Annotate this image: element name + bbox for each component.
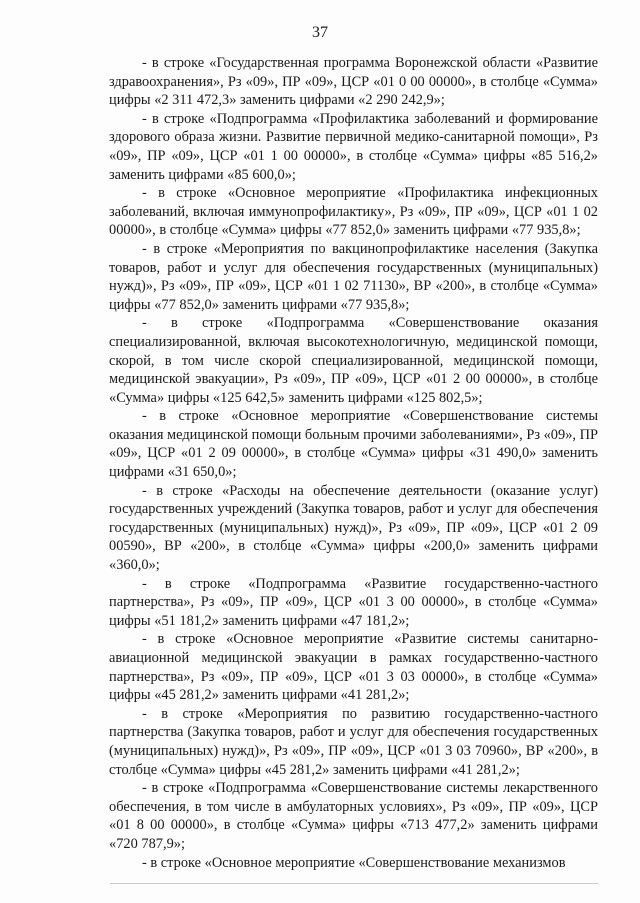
paragraph: - в строке «Государственная программа Воронежской области «Развитие здравоохранения», Рз «09», ПР «09», ЦСР «01 0 00 00000», в столбце «Сумма» цифры «2 311 472,3» заменить цифрами «2 290 242,9»; xyxy=(109,55,598,109)
paragraph: - в строке «Основное мероприятие «Развитие системы санитарно-авиационной медицинской эвакуации в рамках государственно-частного партнерства», Рз «09», ПР «09», ЦСР «01 3 03 00000», в столбце «Сумма» цифры «45 281,2» заменить цифрами «41 281,2»; xyxy=(109,631,598,704)
bottom-edge-line xyxy=(110,883,598,884)
paragraph: - в строке «Подпрограмма «Совершенствование системы лекарственного обеспечения, в том числе в амбулаторных условиях», Рз «09», ПР «09», ЦСР «01 8 00 00000», в столбце «Сумма» цифры «713 477,2» заменить цифрами «720 787,9»; xyxy=(109,780,598,852)
paragraph: - в строке «Основное мероприятие «Совершенствование системы оказания медицинской помощи больным прочими заболеваниями», Рз «09», ПР «09», ЦСР «01 2 09 00000», в столбце «Сумма» цифры «31 490,0» заменить цифрами «31 650,0»; xyxy=(109,408,598,481)
paragraph: - в строке «Основное мероприятие «Профилактика инфекционных заболеваний, включая иммунопрофилактику», Рз «09», ПР «09», ЦСР «01 1 02 00000», в столбце «Сумма» цифры «77 852,0» заменить цифрами «77 935,8»; xyxy=(109,185,598,239)
paragraph: - в строке «Подпрограмма «Развитие государственно-частного партнерства», Рз «09», ПР «09», ЦСР «01 3 00 00000», в столбце «Сумма» цифры «51 181,2» заменить цифрами «47 181,2»; xyxy=(109,575,598,629)
page-number: 37 xyxy=(312,24,328,41)
paragraph: - в строке «Расходы на обеспечение деятельности (оказание услуг) государственных учреждений (Закупка товаров, работ и услуг для обеспечения государственных (муниципальных) нужд)», Рз «09», ПР «09», ЦСР «01 2 09 00590», ВР «200», в столбце «Сумма» цифры «200,0» заменить цифрами «360,0»; xyxy=(109,482,598,574)
paragraph: - в строке «Мероприятия по развитию государственно-частного партнерства (Закупка товаров, работ и услуг для обеспечения государственных (муниципальных) нужд)», Рз «09», ПР «09», ЦСР «01 3 03 70960», ВР «200», в столбце «Сумма» цифры «45 281,2» заменить цифрами «41 281,2»; xyxy=(109,705,598,778)
paragraph: - в строке «Основное мероприятие «Совершенствование механизмов xyxy=(142,854,566,871)
paragraph: - в строке «Мероприятия по вакцинопрофилактике населения (Закупка товаров, работ и услуг для обеспечения государственных (муниципальных) нужд)», Рз «09», ПР «09», ЦСР «01 1 02 71130», ВР «200», в столбце «Сумма» цифры «77 852,0» заменить цифрами «77 935,8»; xyxy=(109,240,598,313)
paragraph: - в строке «Подпрограмма «Совершенствование оказания специализированной, включая высокотехнологичную, медицинской помощи, скорой, в том числе скорой специализированной, медицинской помощи, медицинской эвакуации», Рз «09», ПР «09», ЦСР «01 2 00 00000», в столбце «Сумма» цифры «125 642,5» заменить цифрами «125 802,5»; xyxy=(109,315,598,406)
document-body xyxy=(109,54,598,872)
paragraph: - в строке «Подпрограмма «Профилактика заболеваний и формирование здорового образа жизни. Развитие первичной медико-санитарной помощи», Рз «09», ПР «09», ЦСР «01 1 00 00000», в столбце «Сумма» цифры «85 516,2» заменить цифрами «85 600,0»; xyxy=(109,110,598,183)
